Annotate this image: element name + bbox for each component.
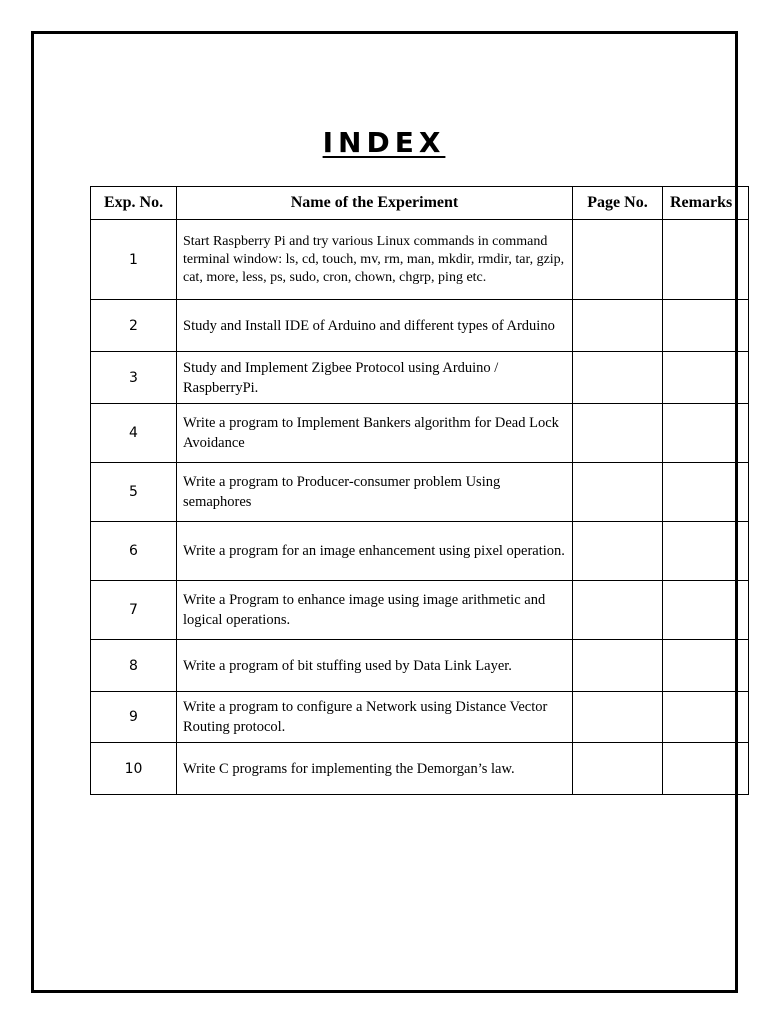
remarks-cell [663, 220, 749, 300]
page-no-cell [573, 640, 663, 692]
table-row [91, 404, 749, 463]
remarks-cell [663, 640, 749, 692]
remarks-cell [663, 522, 749, 581]
remarks-cell [663, 581, 749, 640]
remarks-cell [663, 692, 749, 743]
table-row [91, 522, 749, 581]
table-row [91, 743, 749, 795]
exp-no-cell: 10 [91, 743, 177, 795]
exp-no-cell: 4 [91, 404, 177, 463]
header-exp-no: Exp. No. [91, 187, 177, 220]
page-no-cell [573, 220, 663, 300]
table-row [91, 463, 749, 522]
remarks-cell [663, 463, 749, 522]
page-no-cell [573, 300, 663, 352]
table-row [91, 220, 749, 300]
remarks-cell [663, 300, 749, 352]
header-remarks: Remarks [663, 187, 749, 220]
experiment-name-cell: Write a Program to enhance image using image arithmetic and logical operations. [177, 581, 573, 640]
page-no-cell [573, 743, 663, 795]
experiment-name-cell: Study and Implement Zigbee Protocol using Arduino / RaspberryPi. [177, 352, 573, 404]
table-row [91, 640, 749, 692]
table-row [91, 300, 749, 352]
page-title: INDEX [322, 126, 446, 159]
experiment-name-cell: Write C programs for implementing the Demorgan’s law. [177, 743, 573, 795]
exp-no-cell: 1 [91, 220, 177, 300]
page-no-cell [573, 581, 663, 640]
remarks-cell [663, 743, 749, 795]
exp-no-cell: 7 [91, 581, 177, 640]
page-no-cell [573, 352, 663, 404]
experiment-name-cell: Write a program to configure a Network using Distance Vector Routing protocol. [177, 692, 573, 743]
experiment-name-cell: Write a program of bit stuffing used by Data Link Layer. [177, 640, 573, 692]
exp-no-cell: 8 [91, 640, 177, 692]
index-table [90, 186, 749, 795]
page-no-cell [573, 404, 663, 463]
table-header-row [91, 187, 749, 220]
experiment-name-cell: Write a program for an image enhancement using pixel operation. [177, 522, 573, 581]
exp-no-cell: 3 [91, 352, 177, 404]
experiment-name-cell: Start Raspberry Pi and try various Linux commands in command terminal window: ls, cd, touch, mv, rm, man, mkdir, rmdir, tar, gzip, cat, more, less, ps, sudo, cron, chown, chgrp, ping etc. [177, 220, 573, 300]
remarks-cell [663, 404, 749, 463]
page-no-cell [573, 692, 663, 743]
table-row [91, 692, 749, 743]
exp-no-cell: 9 [91, 692, 177, 743]
header-experiment-name: Name of the Experiment [177, 187, 573, 220]
page-no-cell [573, 522, 663, 581]
remarks-cell [663, 352, 749, 404]
table-row [91, 581, 749, 640]
exp-no-cell: 6 [91, 522, 177, 581]
page-no-cell [573, 463, 663, 522]
exp-no-cell: 5 [91, 463, 177, 522]
experiment-name-cell: Write a program to Implement Bankers algorithm for Dead Lock Avoidance [177, 404, 573, 463]
experiment-name-cell: Study and Install IDE of Arduino and different types of Arduino [177, 300, 573, 352]
table-row [91, 352, 749, 404]
experiment-name-cell: Write a program to Producer-consumer problem Using semaphores [177, 463, 573, 522]
exp-no-cell: 2 [91, 300, 177, 352]
header-page-no: Page No. [573, 187, 663, 220]
